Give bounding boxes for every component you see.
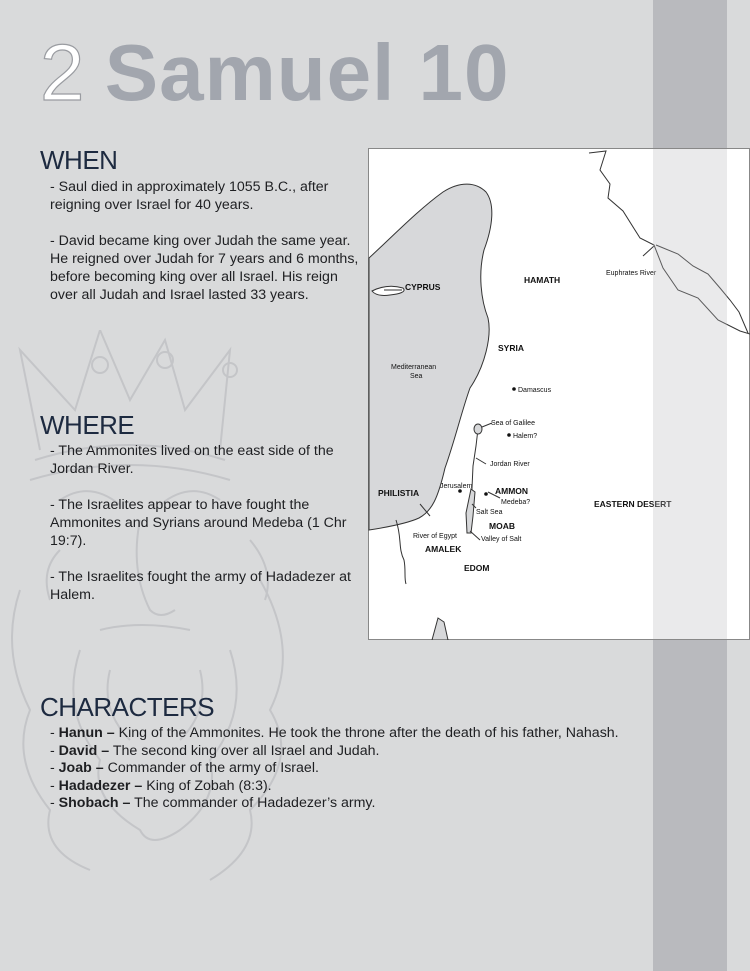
map-label-halem: Halem? — [513, 433, 538, 440]
when-heading: WHEN — [40, 145, 118, 175]
character-description: King of the Ammonites. He took the throne after the death of his father, Nahash. — [118, 725, 619, 741]
where-paragraph: - The Israelites appear to have fought the Ammonites and Syrians around Medeba (1 Chr 19:7). — [50, 497, 347, 549]
where-paragraph: - The Ammonites lived on the east side of the Jordan River. — [50, 443, 334, 477]
character-item: - Hanun – King of the Ammonites. He took the throne after the death of his father, Nahash. — [50, 725, 619, 741]
halem-dot — [507, 433, 511, 437]
map-label-river-of-egypt: River of Egypt — [413, 533, 457, 540]
map-label-jordan-river: Jordan River — [490, 461, 530, 468]
when-paragraph: - Saul died in approximately 1055 B.C., after reigning over Israel for 40 years. — [50, 179, 329, 213]
map-label-hamath: HAMATH — [524, 275, 561, 285]
map-label-eastern-desert: EASTERN DESERT — [594, 499, 672, 509]
when-paragraph: - David became king over Judah the same year. He reigned over Judah for 7 years and 6 months, before becoming king over all Israel. His reign over all Judah and Israel lasted 33 years. — [50, 233, 359, 303]
map-svg — [368, 148, 750, 640]
character-description: The second king over all Israel and Judah. — [112, 742, 380, 759]
map-label-moab: MOAB — [489, 521, 515, 531]
ammon-dot — [484, 492, 488, 496]
chapter-prefix-number: 2 — [40, 28, 83, 117]
character-name: Shobach — [58, 795, 119, 811]
map-label-ammon: AMMON — [495, 486, 529, 496]
map-label-edom: EDOM — [464, 563, 490, 573]
map-label-medeba: Medeba? — [501, 499, 531, 506]
map-label-jerusalem: Jerusalem — [440, 483, 473, 490]
map-label-syria: SYRIA — [498, 343, 524, 353]
page-title — [40, 28, 510, 118]
character-description: The commander of Hadadezer’s army. — [134, 795, 376, 811]
chapter-title: Samuel 10 — [104, 28, 510, 117]
map-label-salt-sea: Salt Sea — [476, 509, 503, 516]
character-description: King of Zobah (8:3). — [146, 777, 272, 794]
damascus-dot — [512, 387, 516, 391]
character-description: Commander of the army of Israel. — [107, 760, 319, 776]
map-label-valley-of-salt: Valley of Salt — [481, 536, 522, 543]
map-stripe-overlay — [653, 149, 727, 639]
map-label-mediterranean: Mediterranean — [391, 364, 437, 371]
character-item: - Joab – Commander of the army of Israel. — [50, 760, 319, 776]
characters-list — [50, 725, 619, 813]
character-name: Joab — [58, 760, 92, 776]
where-heading: WHERE — [40, 410, 135, 440]
map-label-amalek: AMALEK — [425, 544, 462, 554]
sea-of-galilee — [474, 424, 482, 434]
character-name: David — [58, 742, 98, 759]
when-section — [50, 178, 360, 322]
map-label-euphrates: Euphrates River — [606, 270, 657, 277]
characters-heading: CHARACTERS — [40, 692, 215, 722]
where-paragraph: - The Israelites fought the army of Hadadezer at Halem. — [50, 569, 351, 603]
map-label-galilee: Sea of Galilee — [491, 420, 535, 427]
region-map — [368, 148, 750, 640]
character-item: - David – The second king over all Israel and Judah. — [50, 742, 380, 759]
character-item: - Shobach – The commander of Hadadezer’s army. — [50, 795, 376, 811]
where-section — [50, 442, 355, 622]
character-name: Hadadezer — [58, 777, 131, 794]
map-label-philistia: PHILISTIA — [378, 488, 420, 498]
character-name: Hanun — [58, 725, 103, 741]
map-label-damascus: Damascus — [518, 387, 552, 394]
character-item: - Hadadezer – King of Zobah (8:3). — [50, 777, 272, 794]
map-label-sea: Sea — [410, 373, 423, 380]
map-label-cyprus: CYPRUS — [405, 282, 441, 292]
